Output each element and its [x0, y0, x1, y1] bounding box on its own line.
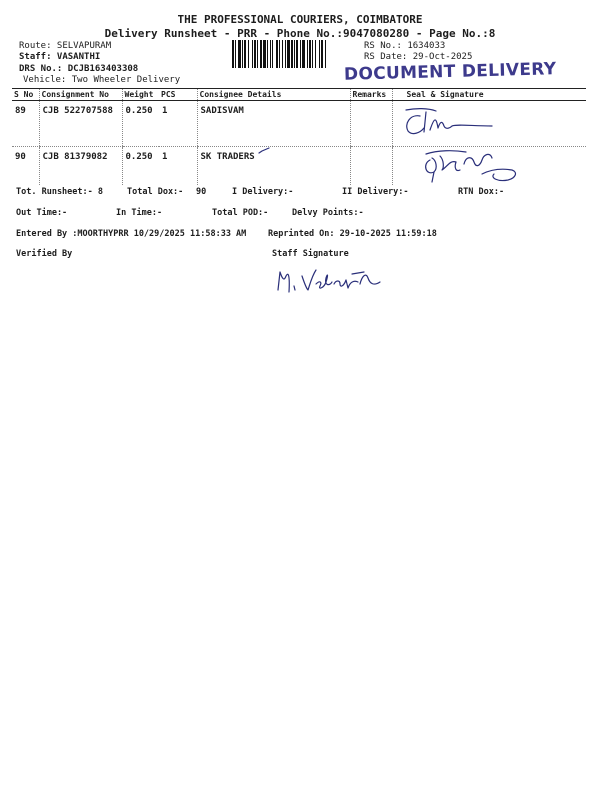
rtn-dox-label: RTN Dox:-: [458, 187, 505, 197]
row-weight: 0.250: [122, 147, 159, 185]
row-consignment: CJB 81379082: [39, 147, 122, 185]
row-sno: 89: [12, 101, 39, 147]
tot-runsheet: Tot. Runsheet:- 8: [16, 187, 103, 197]
col-header-consignee: Consignee Details: [197, 89, 350, 101]
staff-label: Staff: VASANTHI: [19, 52, 101, 62]
table-header-row: [12, 89, 586, 101]
row-remarks: [350, 101, 392, 147]
vehicle-label: Vehicle: Two Wheeler Delivery: [23, 75, 181, 85]
col-header-seal-signature: Seal & Signature: [392, 89, 586, 101]
barcode: [232, 40, 358, 68]
runsheet-subtitle: Delivery Runsheet - PRR - Phone No.:9047080280 - Page No.:8: [104, 27, 496, 40]
drs-label: DRS No.: DCJB163403308: [19, 64, 139, 74]
col-header-consignment: Consignment No: [39, 89, 122, 101]
row-consignment: CJB 522707588: [39, 101, 122, 147]
row-pcs: 1: [159, 101, 197, 147]
ii-delivery-label: II Delivery:-: [342, 187, 409, 197]
row-consignee: SK TRADERS: [197, 147, 350, 185]
checkmark-icon: [258, 147, 270, 155]
col-header-sno: S No: [12, 89, 39, 101]
total-dox-label: Total Dox:-: [127, 187, 184, 197]
company-title: THE PROFESSIONAL COURIERS, COIMBATORE: [177, 13, 423, 26]
col-header-weight: Weight: [122, 89, 159, 101]
total-pod-label: Total POD:-: [212, 208, 269, 218]
row-remarks: [350, 147, 392, 185]
row-weight: 0.250: [122, 101, 159, 147]
route-label: Route: SELVAPURAM: [19, 41, 112, 51]
verified-by-label: Verified By: [16, 249, 73, 259]
entered-by: Entered By :MOORTHYPRR 10/29/2025 11:58:33 AM: [16, 229, 247, 239]
i-delivery-label: I Delivery:-: [232, 187, 294, 197]
recipient-signature: [420, 146, 528, 188]
in-time-label: In Time:-: [116, 208, 163, 218]
row-pcs: 1: [162, 152, 168, 162]
rs-date-label: RS Date: 29-Oct-2025: [364, 52, 473, 62]
row-sno: 90: [15, 152, 26, 162]
total-dox-value: 90: [196, 187, 207, 197]
out-time-label: Out Time:-: [16, 208, 68, 218]
reprinted-on: Reprinted On: 29-10-2025 11:59:18: [268, 229, 437, 239]
staff-signature-label: Staff Signature: [272, 249, 349, 259]
document-delivery-stamp: DOCUMENT DELIVERY: [343, 59, 557, 85]
staff-signature: [272, 264, 388, 298]
delvy-points-label: Delvy Points:-: [292, 208, 364, 218]
col-header-pcs: PCS: [159, 89, 197, 101]
table-row: [12, 101, 586, 147]
row-consignee: SADISVAM: [197, 101, 350, 147]
rs-no-label: RS No.: 1634033: [364, 41, 446, 51]
recipient-signature: [402, 104, 498, 138]
col-header-remarks: Remarks: [350, 89, 392, 101]
